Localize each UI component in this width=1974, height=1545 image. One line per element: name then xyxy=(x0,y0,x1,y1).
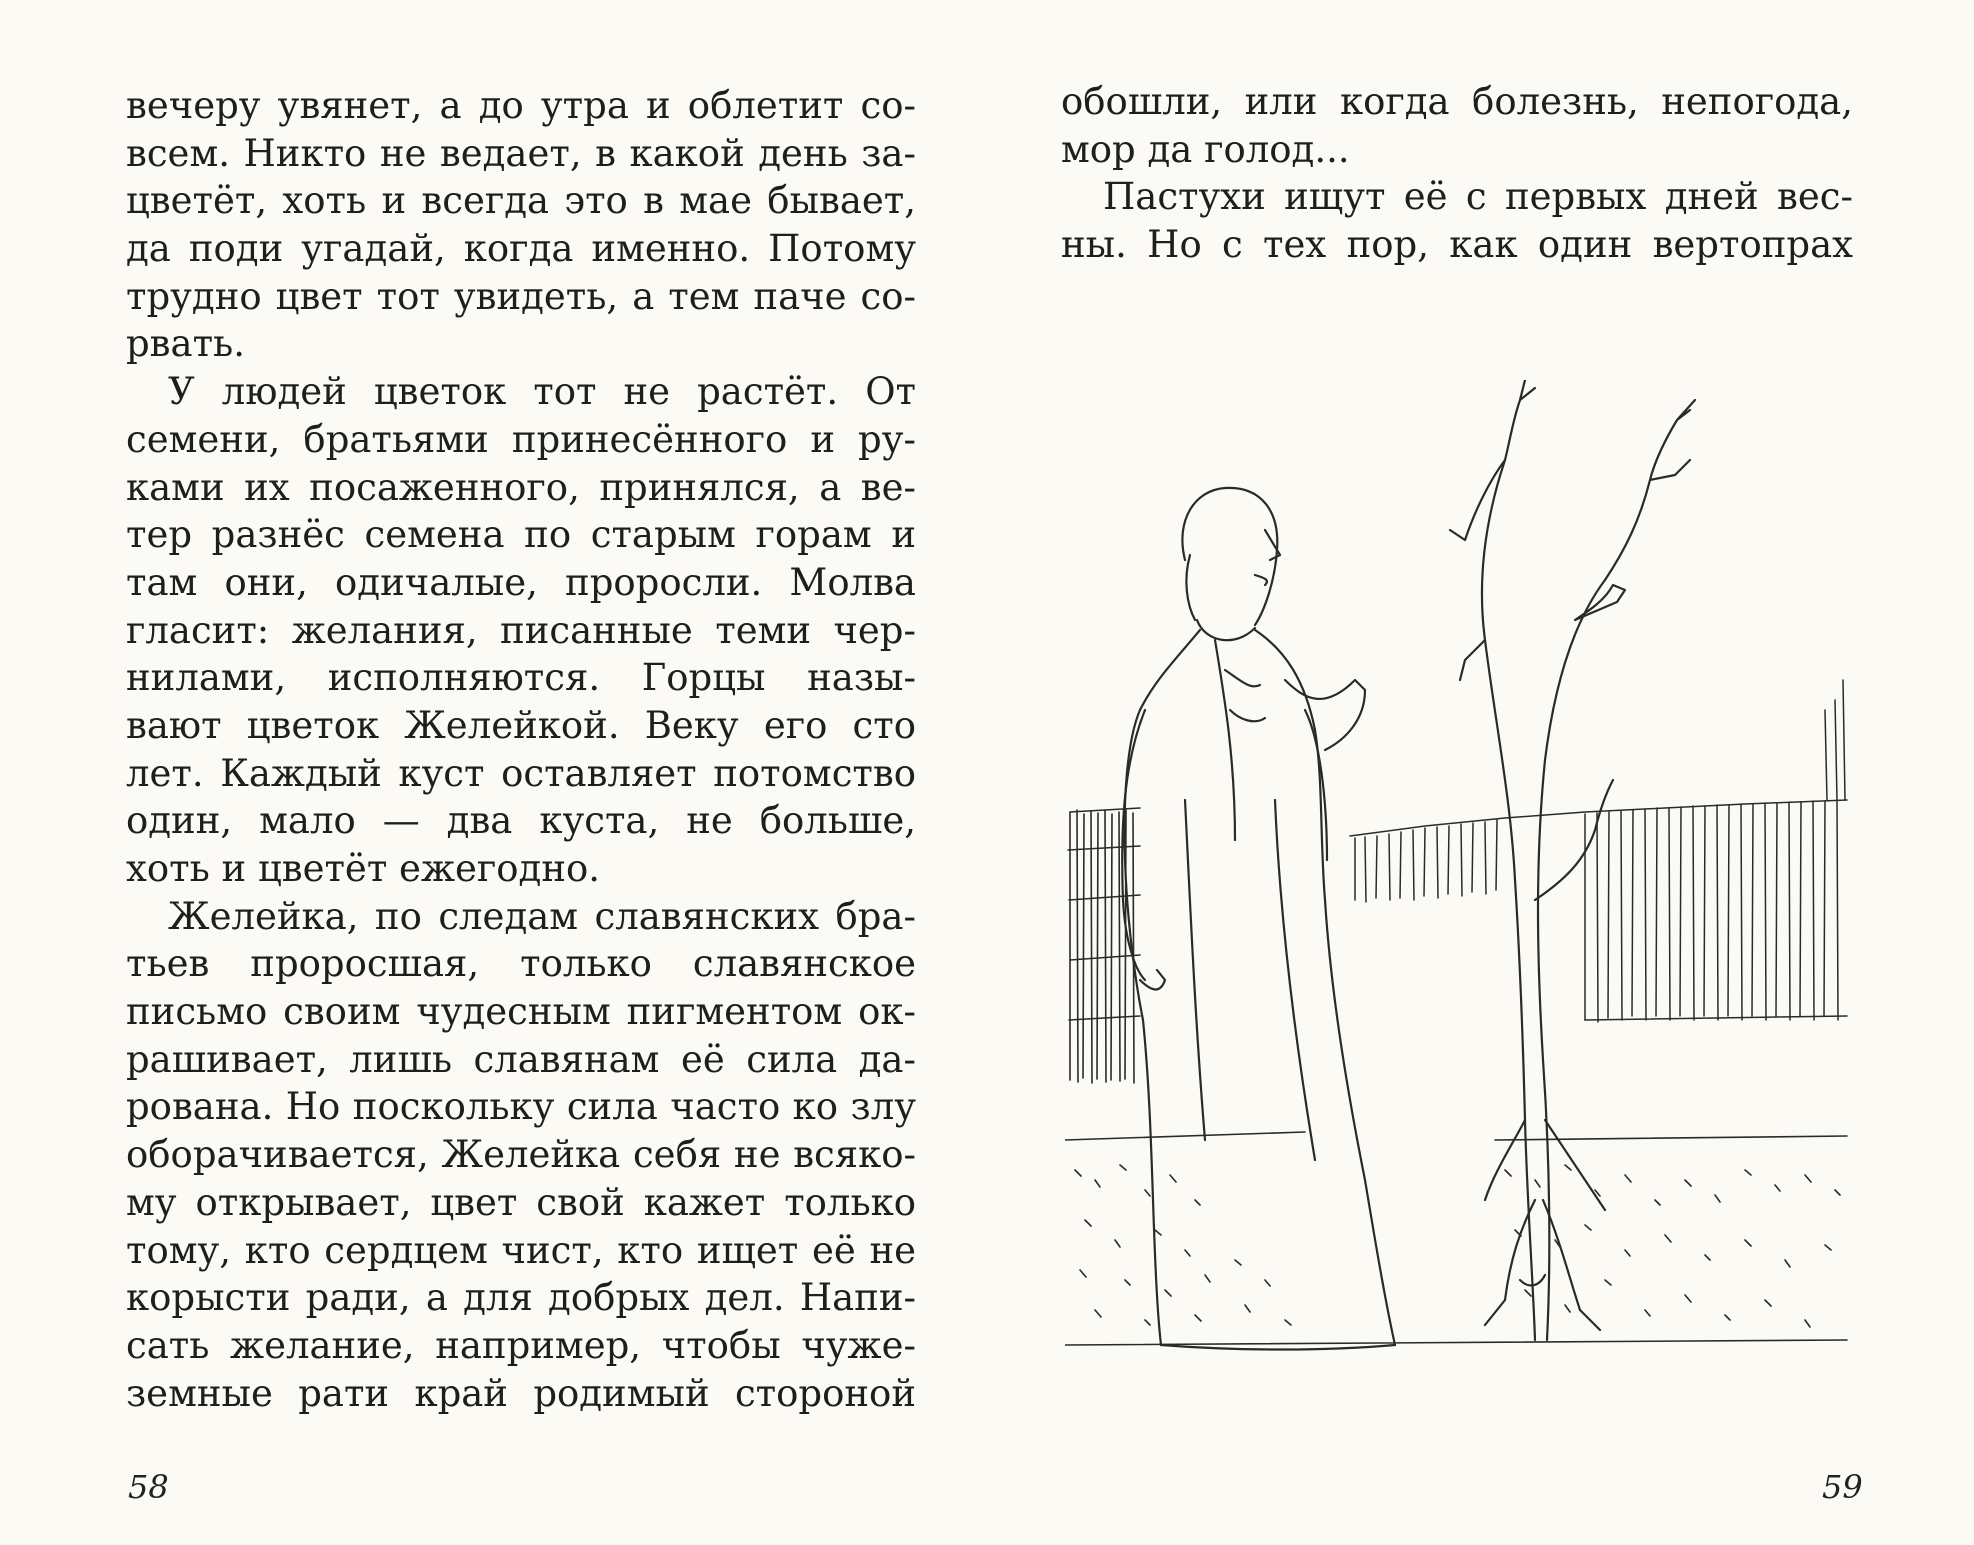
text-line: У людей цветок тот не растёт. От xyxy=(168,370,916,414)
text-line: земные рати край родимый стороной xyxy=(126,1371,916,1415)
text-line: рвать. xyxy=(126,322,245,366)
text-line: письмо своим чудесным пигментом ок- xyxy=(126,990,916,1034)
text-line: рована. Но поскольку сила часто ко злу xyxy=(126,1085,916,1129)
text-line: нилами, исполняются. Горцы назы- xyxy=(126,656,916,700)
text-line: сать желание, например, чтобы чуже- xyxy=(126,1323,916,1367)
page-number-right: 59 xyxy=(1822,1468,1863,1506)
text-line: хоть и цветёт ежегодно. xyxy=(126,847,601,890)
text-line: рашивает, лишь славянам её сила да- xyxy=(126,1037,916,1081)
hedge-hatching-right xyxy=(1350,680,1847,1022)
text-line: лет. Каждый куст оставляет потомство xyxy=(126,751,916,795)
text-line: семени, братьями принесённого и ру- xyxy=(126,417,916,461)
page-number-left: 58 xyxy=(128,1468,169,1506)
text-line: ны. Но с тех пор, как один вертопрах xyxy=(1061,223,1853,267)
text-line: обошли, или когда болезнь, непогода, xyxy=(1061,80,1853,123)
text-line: вают цветок Желейкой. Веку его сто xyxy=(126,703,916,747)
ground-stipple xyxy=(1065,1132,1847,1345)
text-line: цветёт, хоть и всегда это в мае бывает, xyxy=(126,179,916,223)
text-line: да поди угадай, когда именно. Потому xyxy=(126,227,916,271)
right-page xyxy=(987,0,1974,1545)
text-line: тьев проросшая, только славянское xyxy=(126,942,916,986)
text-line: оборачивается, Желейка себя не всяко- xyxy=(126,1133,916,1177)
text-line: му открывает, цвет свой кажет только xyxy=(126,1180,916,1224)
text-line: тер разнёс семена по старым горам и xyxy=(126,513,916,557)
text-line: корысти ради, а для добрых дел. Напи- xyxy=(126,1276,916,1320)
bare-tree xyxy=(1450,380,1695,1340)
robed-figure xyxy=(1122,488,1395,1350)
ink-illustration xyxy=(1065,380,1855,1380)
text-line: трудно цвет тот увидеть, а тем паче со- xyxy=(126,274,916,318)
left-page-text xyxy=(126,82,916,1417)
right-page-text xyxy=(1061,78,1853,269)
text-line: там они, одичалые, проросли. Молва xyxy=(126,560,916,604)
text-line: мор да голод... xyxy=(1061,127,1350,171)
text-line: вечеру увянет, а до утра и облетит со- xyxy=(126,84,916,127)
text-line: Пастухи ищут её с первых дней вес- xyxy=(1103,175,1853,219)
text-line: один, мало — два куста, не больше, xyxy=(126,799,916,843)
text-line: ками их посаженного, принялся, а ве- xyxy=(126,465,916,509)
text-line: всем. Никто не ведает, в какой день за- xyxy=(126,131,916,175)
text-line: тому, кто сердцем чист, кто ищет её не xyxy=(126,1228,916,1272)
text-line: Желейка, по следам славянских бра- xyxy=(168,894,916,938)
text-line: гласит: желания, писанные теми чер- xyxy=(126,608,916,652)
